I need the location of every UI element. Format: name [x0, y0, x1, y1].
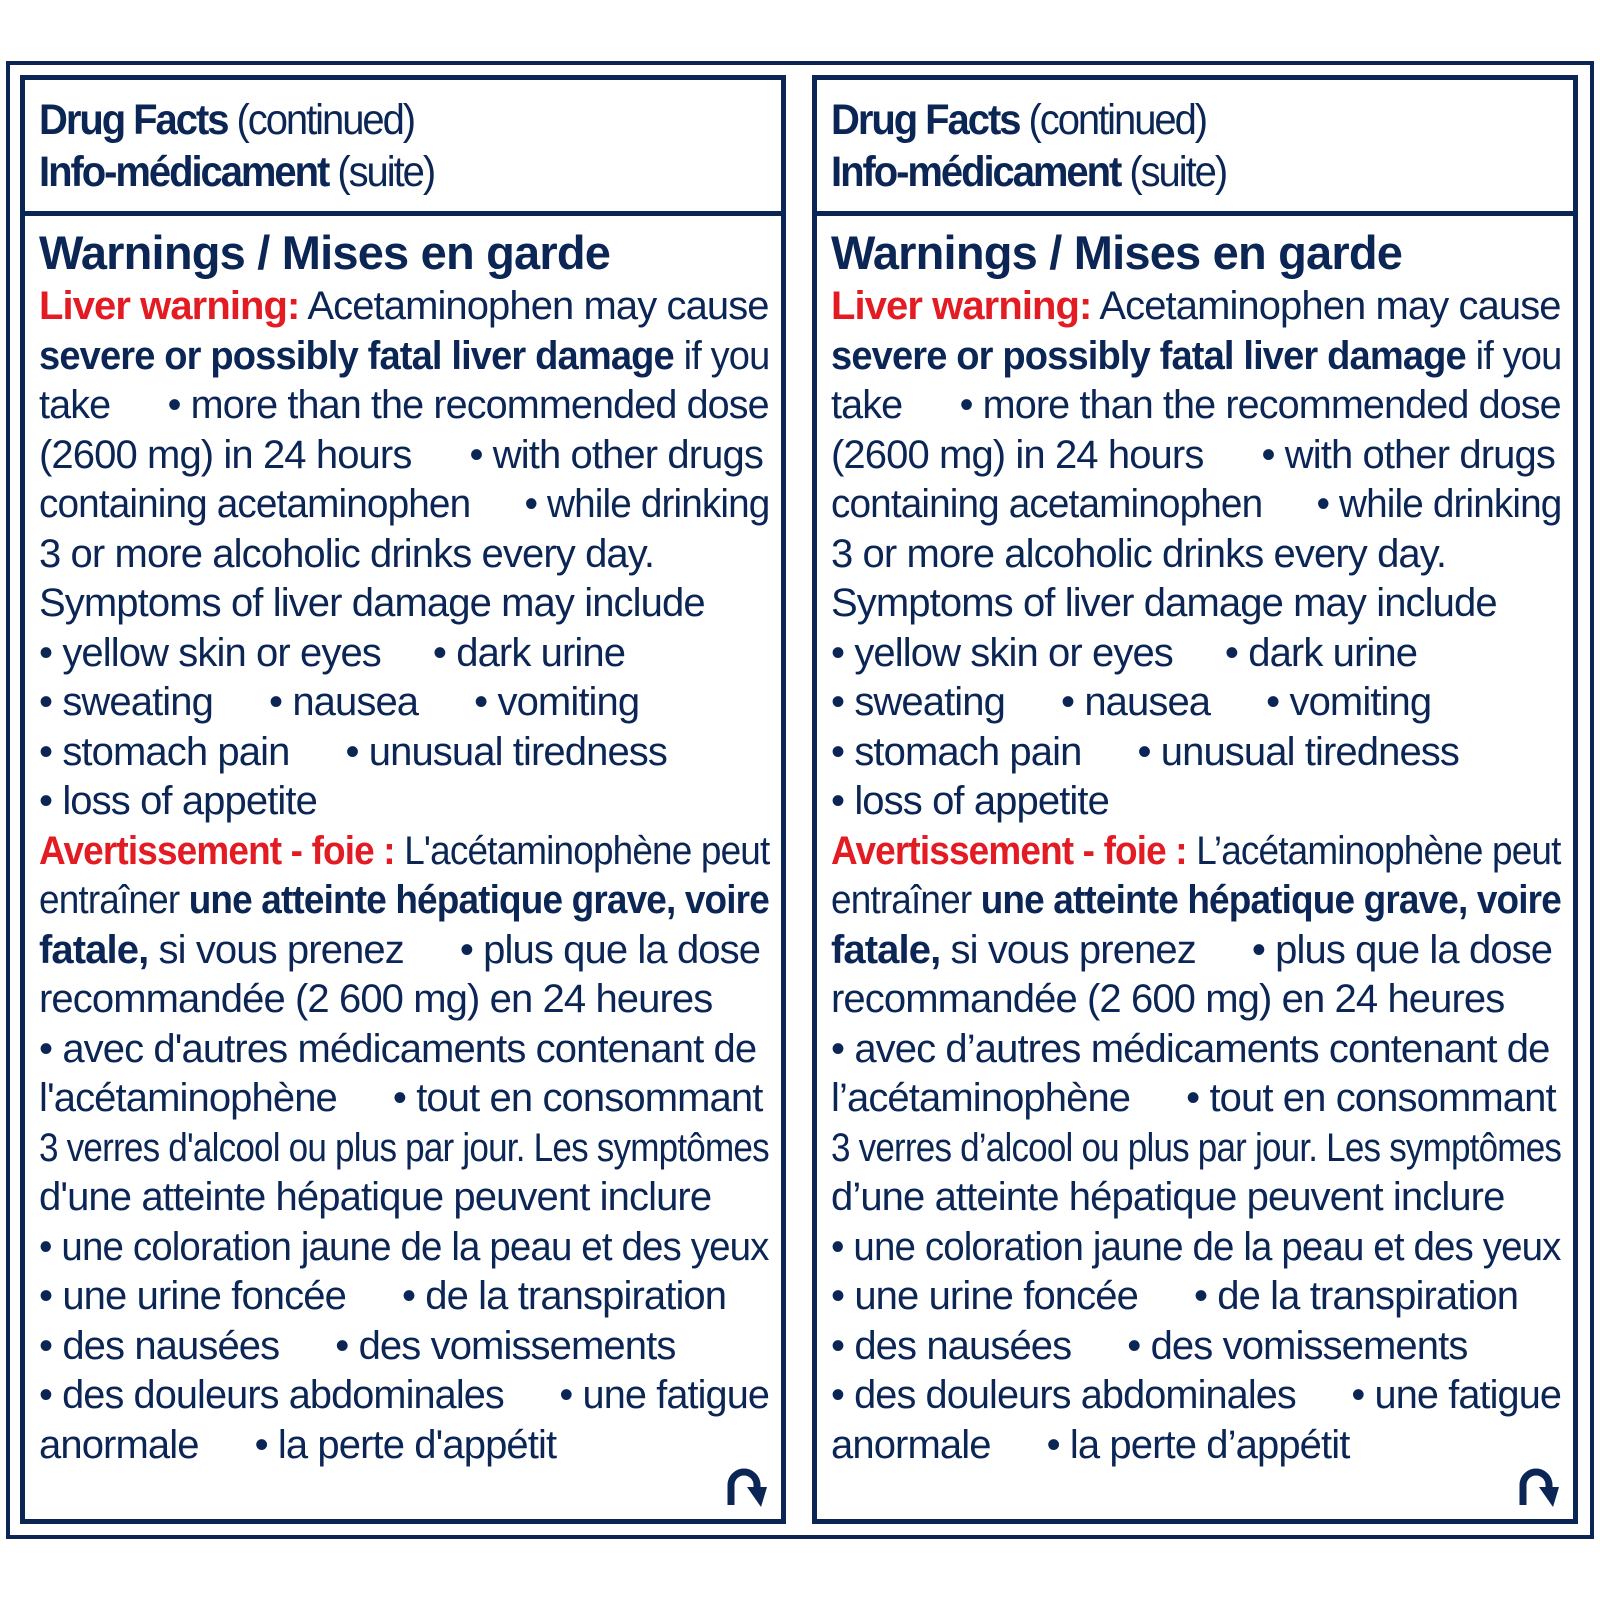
header-en-bold: Drug Facts — [831, 96, 1020, 144]
bullet-item: • avec d'autres médicaments contenant de — [39, 1026, 757, 1071]
text-line — [831, 1322, 1573, 1372]
bullet-item: • yellow skin or eyes — [831, 630, 1173, 675]
warnings-section — [25, 216, 781, 1470]
turn-page-arrow-icon — [721, 1463, 767, 1509]
text-line — [39, 777, 781, 827]
text-line — [831, 777, 1573, 827]
text-bold: severe or possibly fatal liver damage — [831, 333, 1466, 378]
warnings-title: Warnings / Mises en garde — [831, 226, 1403, 279]
text-line — [831, 728, 1573, 778]
text: si vous prenez — [148, 927, 404, 972]
bullet-item: • sweating — [831, 680, 1005, 724]
text-line — [831, 431, 1573, 481]
bullet-item: • unusual tiredness — [345, 729, 667, 774]
bullet-item: • yellow skin or eyes — [39, 630, 381, 675]
text-line — [39, 579, 781, 629]
text-line — [39, 1322, 781, 1372]
text-bold: fatale, — [831, 927, 941, 972]
header-fr-light: (suite) — [1120, 148, 1227, 196]
text-line — [39, 1421, 781, 1471]
bullet-item: • une fatigue — [559, 1373, 770, 1417]
text: anormale — [831, 1422, 991, 1467]
liver-warning-label: Liver warning: — [39, 284, 300, 328]
bullet-item: • stomach pain — [39, 729, 290, 774]
bullet-item: • de la transpiration — [1193, 1274, 1519, 1318]
bullet-item: • vomiting — [1266, 680, 1432, 724]
text: 3 or more alcoholic drinks every day. — [39, 531, 655, 576]
text-bold: severe or possibly fatal liver damage — [39, 333, 674, 378]
text-line — [39, 1074, 781, 1124]
text-line — [831, 579, 1573, 629]
text: recommandée (2 600 mg) en 24 heures — [831, 977, 1505, 1021]
bullet-item: • des vomissements — [335, 1323, 676, 1368]
text-line — [39, 530, 781, 580]
text-line — [831, 1421, 1573, 1471]
text-line — [39, 381, 773, 431]
text-line — [39, 282, 780, 332]
text: l’acétaminophène — [831, 1076, 1131, 1120]
text-line — [39, 1272, 781, 1322]
bullet-item: • des vomissements — [1127, 1323, 1468, 1368]
text-line — [39, 1223, 769, 1273]
text-line — [831, 1173, 1573, 1223]
text-line — [831, 678, 1573, 728]
bullet-item: • des douleurs abdominales — [831, 1373, 1296, 1417]
text: si vous prenez — [940, 927, 1196, 972]
header-fr-light: (suite) — [328, 148, 435, 196]
text-line — [831, 876, 1561, 926]
text: containing acetaminophen — [39, 482, 471, 526]
bullet-item: • de la transpiration — [401, 1274, 727, 1318]
text-line — [39, 1173, 781, 1223]
bullet-item: • stomach pain — [831, 729, 1082, 774]
bullet-item: • tout en consommant — [392, 1076, 763, 1120]
text: d'une atteinte hépatique peuvent inclure — [39, 1175, 712, 1219]
text: L'acétaminophène peut — [394, 828, 770, 873]
bullet-item: • tout en consommant — [1186, 1076, 1556, 1120]
bullet-item: • dark urine — [1224, 630, 1418, 675]
text: l'acétaminophène — [39, 1076, 337, 1120]
text-line — [39, 975, 781, 1025]
text: entraîner — [39, 878, 189, 922]
bullet-item: • while drinking — [1316, 482, 1562, 526]
text-line — [39, 926, 781, 976]
text-line — [39, 431, 781, 481]
text-line — [39, 480, 770, 530]
text: containing acetaminophen — [831, 482, 1263, 526]
bullet-item: • des douleurs abdominales — [39, 1373, 504, 1417]
text-line — [39, 876, 769, 926]
header-en-bold: Drug Facts — [39, 96, 228, 144]
text-line — [831, 282, 1572, 332]
text: if you — [673, 333, 770, 378]
text-line — [39, 827, 770, 877]
bullet-item: • sweating — [39, 680, 213, 724]
bullet-item: • with other drugs — [1261, 432, 1555, 477]
text: d’une atteinte hépatique peuvent inclure — [831, 1175, 1505, 1219]
text: entraîner — [831, 878, 981, 922]
text-line — [831, 332, 1562, 382]
text-line — [831, 1025, 1573, 1075]
text-bold: fatale, — [39, 927, 149, 972]
bullet-item: • la perte d’appétit — [1046, 1422, 1350, 1467]
text-line — [831, 975, 1573, 1025]
text-line — [831, 530, 1573, 580]
text-line — [831, 381, 1565, 431]
bullet-item: • une coloration jaune de la peau et des yeux — [831, 1224, 1561, 1269]
bullet-item: • nausea — [269, 680, 419, 724]
drug-facts-panel-left — [20, 75, 786, 1524]
text: Symptoms of liver damage may include — [39, 581, 705, 625]
text-line — [39, 332, 770, 382]
bullet-item: • unusual tiredness — [1137, 729, 1459, 774]
turn-page-arrow-icon — [1513, 1463, 1559, 1509]
text: 3 verres d’alcool ou plus par jour. Les symptômes — [831, 1125, 1562, 1170]
text: Acetaminophen may cause — [1091, 284, 1561, 328]
bullet-item: • une coloration jaune de la peau et des yeux — [39, 1224, 769, 1269]
text-bold: une atteinte hépatique grave, voire — [980, 878, 1561, 922]
text-line — [831, 827, 1561, 877]
bullet-item: • dark urine — [432, 630, 626, 675]
bullet-item: • loss of appetite — [831, 779, 1109, 823]
bullet-item: • nausea — [1061, 680, 1211, 724]
bullet-item: • des nausées — [831, 1323, 1072, 1368]
header-fr — [39, 146, 729, 198]
text: 3 verres d'alcool ou plus par jour. Les symptômes — [39, 1125, 769, 1170]
text-line — [39, 728, 781, 778]
bullet-item: • with other drugs — [469, 432, 763, 477]
header-fr-bold: Info-médicament — [39, 148, 329, 196]
header-en — [831, 94, 1521, 146]
text-line — [39, 629, 781, 679]
text: Symptoms of liver damage may include — [831, 581, 1497, 625]
text-line — [831, 1223, 1561, 1273]
bullet-item: • une urine foncée — [831, 1274, 1138, 1318]
text: 3 or more alcoholic drinks every day. — [831, 531, 1447, 576]
panel-header — [25, 80, 781, 216]
text-line — [39, 1025, 781, 1075]
text: (2600 mg) in 24 hours — [831, 432, 1204, 477]
bullet-item: • more than the recommended dose — [959, 383, 1561, 427]
text: take — [831, 383, 903, 427]
text: if you — [1465, 333, 1562, 378]
warnings-section — [817, 216, 1573, 1470]
bullet-item: • des nausées — [39, 1323, 280, 1368]
text-line — [831, 1371, 1567, 1421]
bullet-item: • vomiting — [474, 680, 640, 724]
text: Acetaminophen may cause — [299, 284, 769, 328]
bullet-item: • while drinking — [524, 482, 770, 526]
text-line — [831, 629, 1573, 679]
bullet-item: • une fatigue — [1351, 1373, 1562, 1417]
text: L’acétaminophène peut — [1186, 828, 1561, 873]
panel-header — [817, 80, 1573, 216]
text-line — [831, 480, 1562, 530]
text-line — [39, 1371, 775, 1421]
avertissement-label: Avertissement - foie : — [39, 828, 395, 873]
text-line — [39, 678, 781, 728]
text: take — [39, 383, 111, 427]
text: anormale — [39, 1422, 199, 1467]
text-line — [831, 1272, 1573, 1322]
text: recommandée (2 600 mg) en 24 heures — [39, 977, 713, 1021]
bullet-item: • la perte d'appétit — [254, 1422, 557, 1467]
bullet-item: • avec d’autres médicaments contenant de — [831, 1026, 1550, 1071]
liver-warning-label: Liver warning: — [831, 284, 1092, 328]
header-en-light: (continued) — [227, 96, 415, 144]
bullet-item: • plus que la dose — [459, 927, 761, 972]
warnings-title: Warnings / Mises en garde — [39, 226, 611, 279]
text-line — [831, 1074, 1573, 1124]
bullet-item: • une urine foncée — [39, 1274, 346, 1318]
text-line — [39, 1124, 769, 1174]
bullet-item: • plus que la dose — [1251, 927, 1553, 972]
header-en-light: (continued) — [1019, 96, 1207, 144]
header-fr-bold: Info-médicament — [831, 148, 1121, 196]
bullet-item: • more than the recommended dose — [167, 383, 769, 427]
text-line — [831, 926, 1573, 976]
header-en — [39, 94, 729, 146]
bullet-item: • loss of appetite — [39, 779, 317, 823]
text: (2600 mg) in 24 hours — [39, 432, 412, 477]
avertissement-label: Avertissement - foie : — [831, 828, 1187, 873]
header-fr — [831, 146, 1521, 198]
text-line — [831, 1124, 1562, 1174]
text-bold: une atteinte hépatique grave, voire — [188, 878, 769, 922]
drug-facts-panel-right — [812, 75, 1578, 1524]
